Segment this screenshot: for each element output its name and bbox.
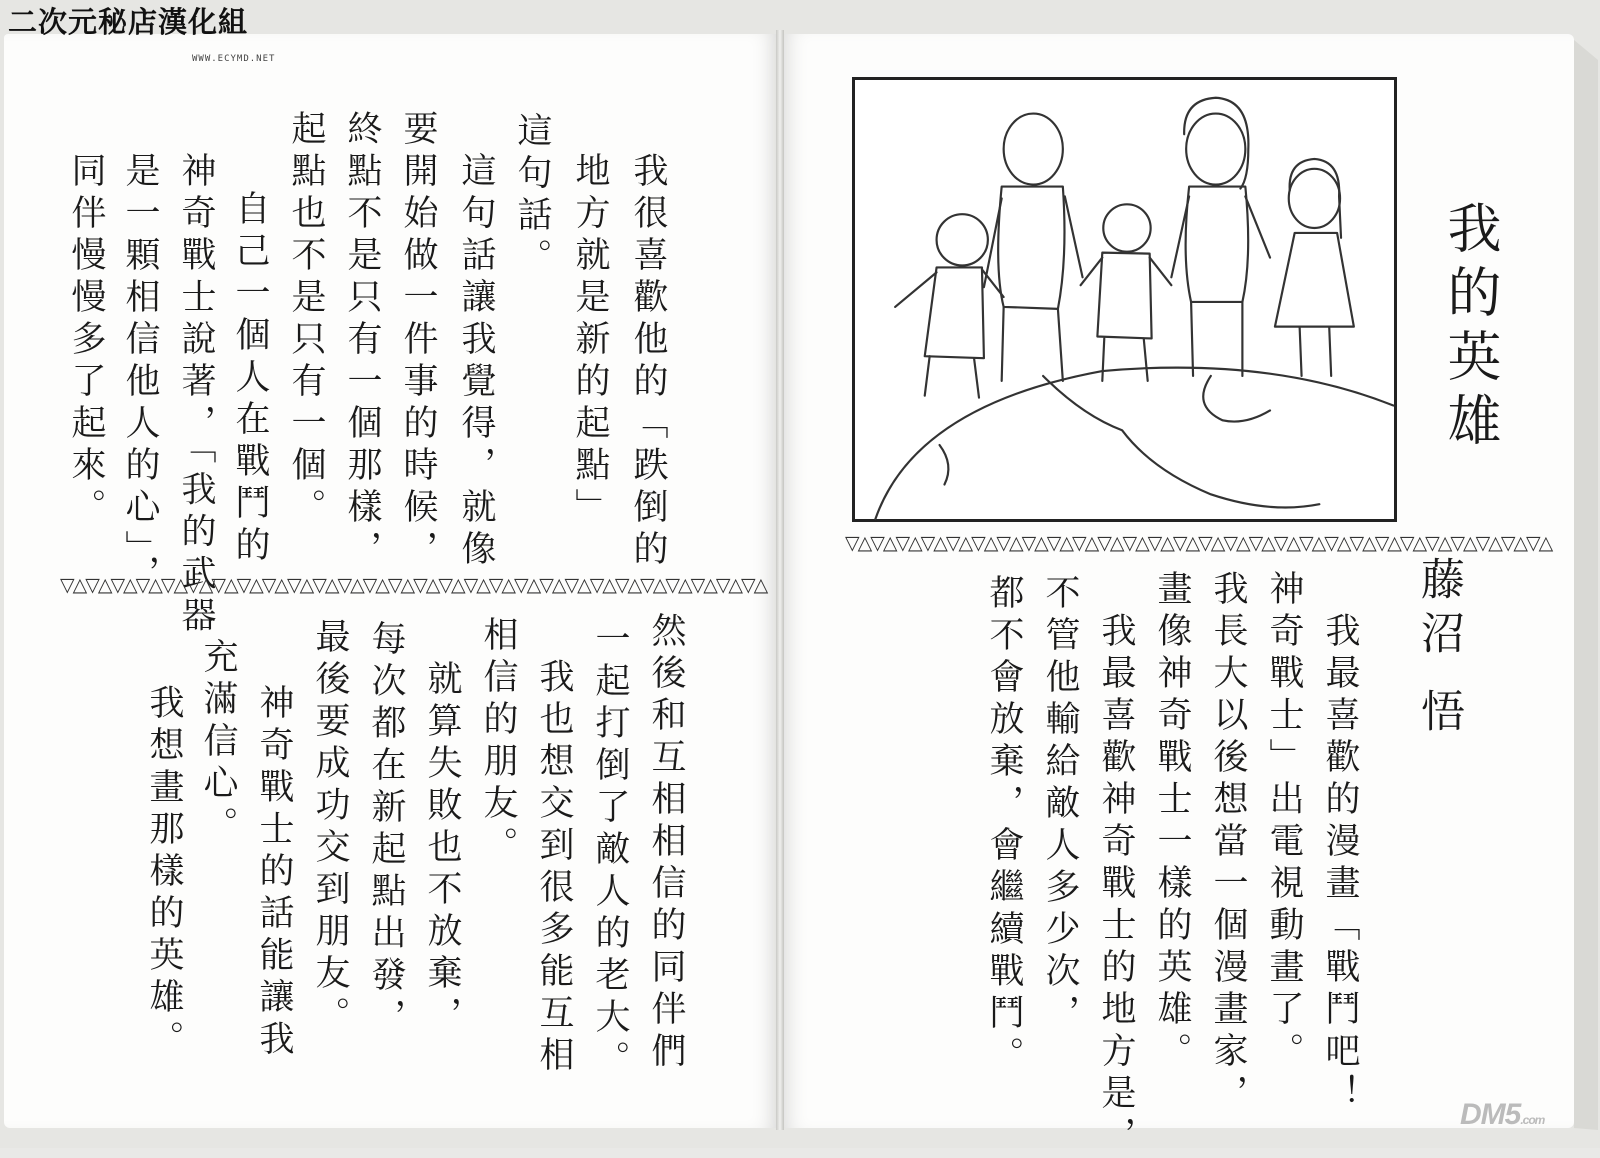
left-bottom-column-7: 最後要成功交到朋友。 <box>310 618 350 1038</box>
left-bottom-column-10: 我想畫那樣的英雄。 <box>144 684 184 1062</box>
watermark-url: WWW.ECYMD.NET <box>192 54 276 64</box>
right-column-4: 畫像神奇戰士一樣的英雄。 <box>1152 570 1192 1074</box>
left-bottom-column-4: 相信的朋友。 <box>478 616 518 868</box>
triangle-border-left: ▽△▽△▽△▽△▽△▽△▽△▽△▽△▽△▽△▽△▽△▽△▽△▽△▽△▽△▽△▽△▽△▽△▽△▽△▽△▽△▽△▽△ <box>60 574 767 596</box>
left-bottom-column-3: 我也想交到很多能互相 <box>534 658 574 1078</box>
left-bottom-column-5: 就算失敗也不放棄， <box>422 660 462 1038</box>
left-top-column-7: 起點也不是只有一個。 <box>286 110 326 530</box>
left-bottom-column-8: 神奇戰士的話能讓我 <box>254 684 294 1062</box>
left-top-column-11: 同伴慢慢多了起來。 <box>66 152 106 530</box>
left-bottom-column-6: 每次都在新起點出發， <box>366 620 406 1040</box>
right-column-3: 我長大以後想當一個漫畫家， <box>1208 570 1248 1116</box>
left-top-column-6: 終點不是只有一個那樣， <box>342 110 382 572</box>
left-top-column-9: 神奇戰士說著，「我的武器 <box>176 152 216 639</box>
scanlation-watermark <box>8 5 276 64</box>
left-top-column-2: 地方就是新的起點」 <box>570 152 610 530</box>
book-spine <box>776 30 784 1130</box>
right-column-6: 不管他輸給敵人多少次， <box>1040 574 1080 1036</box>
left-top-column-3: 這句話。 <box>512 112 552 280</box>
essay-author: 藤沼 悟 <box>1413 556 1464 742</box>
left-top-column-4: 這句話讓我覺得，就像 <box>456 152 496 572</box>
right-column-2: 神奇戰士」出電視動畫了。 <box>1264 570 1304 1074</box>
left-top-column-8: 自己一個人在戰鬥的 <box>230 190 270 568</box>
hero-drawing-frame <box>852 77 1397 522</box>
left-bottom-column-9: 充滿信心。 <box>198 638 238 848</box>
right-column-5: 我最喜歡神奇戰士的地方是， <box>1096 612 1136 1158</box>
watermark-title: 二次元秘店漢化組 <box>8 5 249 39</box>
children-drawing-illustration <box>855 80 1394 519</box>
left-bottom-column-2: 一起打倒了敵人的老大。 <box>590 620 630 1082</box>
left-bottom-column-1: 然後和互相相信的同伴們 <box>646 612 686 1074</box>
right-column-1: 我最喜歡的漫畫「戰鬥吧！ <box>1320 612 1360 1116</box>
left-top-column-5: 要開始做一件事的時候， <box>398 110 438 572</box>
dm5-logo-suffix: .com <box>1520 1113 1545 1127</box>
left-top-column-10: 是一顆相信他人的心」， <box>120 152 160 597</box>
dm5-logo-text: DM5 <box>1460 1098 1521 1131</box>
right-column-7: 都不會放棄，會繼續戰鬥。 <box>984 574 1024 1078</box>
left-top-column-1: 我很喜歡他的「跌倒的 <box>628 152 668 572</box>
triangle-border-right: ▽△▽△▽△▽△▽△▽△▽△▽△▽△▽△▽△▽△▽△▽△▽△▽△▽△▽△▽△▽△▽△▽△▽△▽△▽△▽△▽△▽△ <box>845 532 1552 554</box>
essay-title: 我的英雄 <box>1439 200 1502 456</box>
dm5-logo-watermark <box>1460 1098 1544 1132</box>
